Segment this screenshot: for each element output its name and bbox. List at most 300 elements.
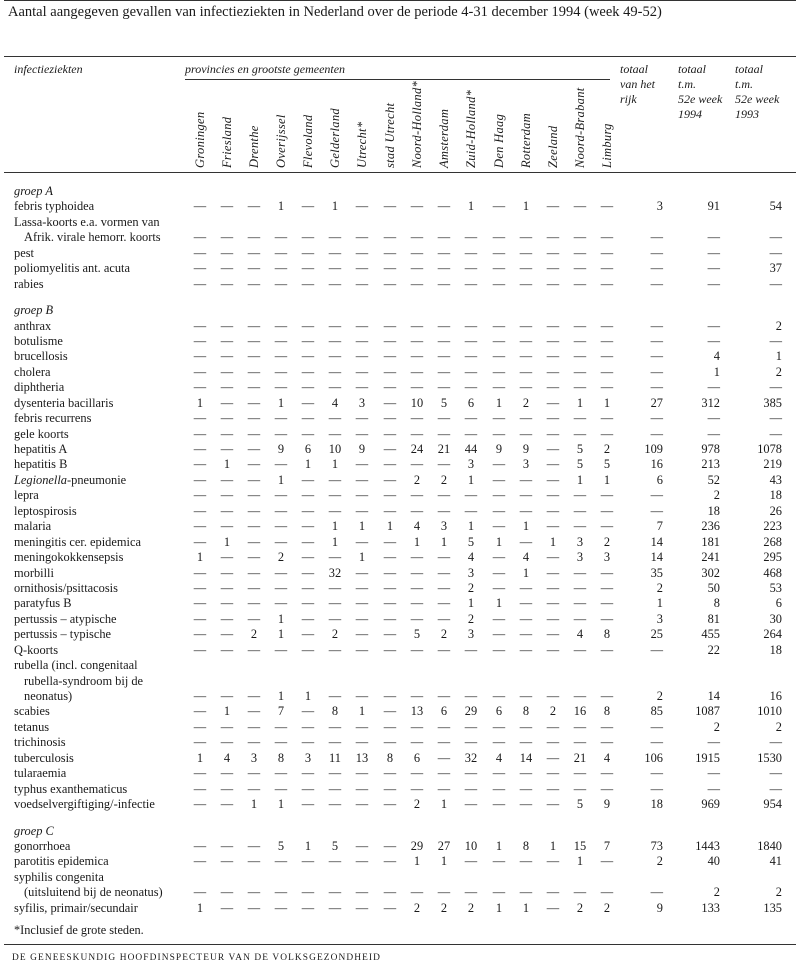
total-1994-cell: 1087 [695, 704, 720, 719]
total-country-cell: 1 [656, 596, 663, 611]
region-value-cell: 1 [522, 519, 530, 534]
total-country-cell: 3 [656, 611, 663, 626]
region-value-cell: — [519, 766, 533, 781]
region-header: Den Haag [492, 113, 506, 168]
region-value-cell: 1 [495, 838, 503, 853]
region-value-cell: — [492, 199, 506, 214]
region-value-cell: — [410, 349, 424, 364]
disease-label: typhus exanthematicus [14, 781, 128, 796]
region-value-cell: — [247, 838, 261, 853]
region-value-cell: — [220, 550, 234, 565]
region-value-cell: — [492, 627, 506, 642]
total-country-cell: 2 [656, 689, 663, 703]
region-value-cell: — [193, 276, 207, 291]
total-country-cell: — [650, 245, 663, 260]
region-value-cell: — [573, 611, 587, 626]
region-value-cell: — [600, 766, 614, 781]
total-1993-cell: 223 [763, 519, 782, 534]
total-country-cell: — [650, 318, 663, 333]
region-value-cell: — [546, 503, 560, 518]
region-value-cell: — [193, 364, 207, 379]
region-value-cell: — [519, 580, 533, 595]
total-1994-cell: — [707, 766, 720, 781]
region-value-cell: — [519, 276, 533, 291]
region-value-cell: — [464, 797, 478, 812]
table-row [0, 643, 800, 658]
region-value-cell: — [355, 719, 369, 734]
region-value-cell: 7 [603, 838, 611, 853]
region-value-cell: — [247, 642, 261, 657]
disease-label: tetanus [14, 719, 50, 734]
region-value-cell: — [546, 735, 560, 750]
region-value-cell: 2 [413, 472, 421, 487]
region-value-cell: — [546, 642, 560, 657]
region-value-cell: — [546, 318, 560, 333]
region-value-cell: — [546, 488, 560, 503]
region-value-cell: — [247, 426, 261, 441]
region-value-cell: — [546, 349, 560, 364]
region-value-cell: — [328, 885, 342, 900]
total-1993-cell: 18 [769, 488, 782, 503]
total-1993-cell: 16 [769, 689, 782, 703]
total-1993-cell: 1840 [757, 838, 782, 853]
region-value-cell: — [573, 349, 587, 364]
table-row [0, 261, 800, 276]
total-1994-cell: — [707, 245, 720, 260]
region-value-cell: 1 [386, 519, 394, 534]
region-header: Flevoland [301, 114, 315, 168]
total-1994-cell: — [707, 426, 720, 441]
disease-label: rubella-syndroom bij de [24, 673, 144, 688]
region-value-cell: 4 [603, 750, 611, 765]
region-header: Limburg [600, 123, 614, 168]
region-value-cell: — [519, 534, 533, 549]
region-value-cell: — [383, 719, 397, 734]
total-header-line: totaal [678, 62, 707, 76]
region-value-cell: 3 [440, 519, 448, 534]
total-country-cell: 16 [650, 457, 663, 472]
total-header-line: t.m. [678, 77, 696, 91]
region-value-cell: 1 [495, 534, 503, 549]
region-value-cell: — [492, 411, 506, 426]
table-row [0, 411, 800, 426]
region-value-cell: 11 [329, 750, 341, 765]
total-country-cell: — [650, 426, 663, 441]
region-value-cell: — [274, 885, 288, 900]
region-value-cell: — [274, 333, 288, 348]
region-value-cell: 3 [250, 750, 258, 765]
region-value-cell: 3 [358, 395, 366, 410]
region-value-cell: — [301, 580, 315, 595]
region-value-cell: — [355, 735, 369, 750]
total-1993-cell: 1078 [757, 442, 782, 456]
region-value-cell: — [220, 781, 234, 796]
region-value-cell: — [193, 627, 207, 642]
total-1994-cell: 1915 [695, 750, 720, 765]
table-row-label-continuation [0, 658, 800, 673]
region-value-cell: 2 [440, 627, 448, 642]
region-value-cell: — [355, 426, 369, 441]
region-value-cell: — [193, 885, 207, 900]
region-value-cell: — [247, 766, 261, 781]
region-value-cell: 2 [440, 900, 448, 915]
region-value-cell: — [383, 245, 397, 260]
total-1994-cell: 1443 [695, 838, 720, 853]
region-value-cell: — [492, 333, 506, 348]
region-value-cell: — [355, 333, 369, 348]
region-value-cell: — [464, 318, 478, 333]
region-value-cell: 1 [576, 854, 584, 869]
total-1994-cell: 91 [707, 199, 720, 214]
region-header: Gelderland [328, 108, 342, 168]
region-value-cell: 1 [467, 199, 475, 214]
region-value-cell: — [247, 364, 261, 379]
region-value-cell: — [519, 611, 533, 626]
region-value-cell: — [600, 276, 614, 291]
region-value-cell: — [301, 519, 315, 534]
region-value-cell: — [247, 349, 261, 364]
region-value-cell: — [220, 766, 234, 781]
region-value-cell: 7 [277, 704, 285, 719]
region-value-cell: — [437, 689, 451, 703]
table-row [0, 596, 800, 611]
region-value-cell: — [600, 781, 614, 796]
region-value-cell: — [247, 333, 261, 348]
region-value-cell: — [247, 900, 261, 915]
region-value-cell: — [437, 580, 451, 595]
region-value-cell: — [355, 364, 369, 379]
region-value-cell: — [573, 689, 587, 703]
disease-label: scabies [14, 704, 50, 719]
region-value-cell: — [437, 781, 451, 796]
region-value-cell: — [301, 488, 315, 503]
total-header-line: t.m. [735, 77, 753, 91]
region-value-cell: — [247, 380, 261, 395]
region-value-cell: — [600, 261, 614, 276]
region-value-cell: — [464, 689, 478, 703]
region-value-cell: — [573, 719, 587, 734]
region-header: Amsterdam [437, 108, 451, 168]
region-value-cell: 1 [304, 689, 312, 703]
region-value-cell: 3 [467, 565, 475, 580]
disease-label: hepatitis B [14, 457, 68, 472]
total-country-cell: 9 [656, 900, 663, 915]
region-value-cell: — [220, 885, 234, 900]
region-value-cell: — [437, 364, 451, 379]
region-value-cell: — [410, 781, 424, 796]
region-value-cell: 1 [331, 457, 339, 472]
total-country-cell: — [650, 230, 663, 245]
total-1994-cell: 50 [707, 580, 720, 595]
region-value-cell: — [519, 735, 533, 750]
header-top-rule [4, 56, 796, 57]
total-1994-cell: — [707, 411, 720, 426]
region-value-cell: — [220, 472, 234, 487]
region-value-cell: — [519, 627, 533, 642]
region-value-cell: — [193, 245, 207, 260]
region-value-cell: 1 [603, 472, 611, 487]
region-value-cell: — [492, 565, 506, 580]
table-row-label-continuation [0, 215, 800, 230]
region-value-cell: — [492, 457, 506, 472]
region-value-cell: — [274, 426, 288, 441]
region-value-cell: — [383, 854, 397, 869]
region-value-cell: — [437, 642, 451, 657]
total-country-cell: — [650, 766, 663, 781]
region-value-cell: 1 [549, 838, 557, 853]
region-value-cell: — [410, 488, 424, 503]
region-value-cell: — [464, 854, 478, 869]
region-value-cell: 1 [277, 689, 285, 703]
region-value-cell: 2 [549, 704, 557, 719]
region-value-cell: — [301, 735, 315, 750]
total-country-cell: — [650, 364, 663, 379]
region-value-cell: — [247, 199, 261, 214]
region-value-cell: — [383, 766, 397, 781]
region-value-cell: 2 [413, 797, 421, 812]
region-value-cell: — [600, 719, 614, 734]
region-value-cell: 44 [464, 442, 478, 456]
group-heading-row [0, 824, 800, 839]
region-value-cell: — [193, 838, 207, 853]
region-value-cell: — [355, 411, 369, 426]
region-value-cell: — [355, 565, 369, 580]
region-value-cell: — [519, 411, 533, 426]
region-value-cell: — [492, 380, 506, 395]
region-value-cell: — [193, 565, 207, 580]
table-row [0, 782, 800, 797]
region-value-cell: — [492, 503, 506, 518]
region-value-cell: — [546, 380, 560, 395]
region-value-cell: — [519, 854, 533, 869]
total-country-cell: 35 [650, 565, 663, 580]
region-value-cell: — [519, 230, 533, 245]
disease-label: (uitsluitend bij de neonatus) [24, 885, 163, 900]
total-country-cell: — [650, 380, 663, 395]
region-value-cell: — [355, 781, 369, 796]
region-value-cell: — [383, 411, 397, 426]
total-1994-cell: 52 [707, 472, 720, 487]
region-value-cell: 2 [603, 534, 611, 549]
disease-label: tularaemia [14, 766, 67, 781]
total-1993-cell: — [769, 735, 782, 750]
disease-label: rubella (incl. congenitaal [14, 658, 138, 673]
region-value-cell: — [220, 230, 234, 245]
region-value-cell: — [301, 276, 315, 291]
total-1994-cell: 40 [707, 854, 720, 869]
region-value-cell: — [600, 596, 614, 611]
disease-label: dysenteria bacillaris [14, 395, 114, 410]
region-value-cell: — [600, 199, 614, 214]
region-value-cell: 1 [576, 395, 584, 410]
table-row [0, 319, 800, 334]
total-1994-cell: — [707, 333, 720, 348]
region-value-cell: — [600, 488, 614, 503]
region-value-cell: — [193, 457, 207, 472]
total-country-cell: — [650, 781, 663, 796]
region-value-cell: — [519, 503, 533, 518]
region-value-cell: 1 [223, 457, 231, 472]
region-value-cell: — [328, 364, 342, 379]
region-value-cell: — [274, 364, 288, 379]
region-value-cell: — [437, 199, 451, 214]
region-value-cell: — [193, 380, 207, 395]
region-value-cell: — [519, 349, 533, 364]
total-1994-cell: 312 [701, 395, 720, 410]
region-value-cell: — [301, 261, 315, 276]
header-bottom-rule [4, 172, 796, 173]
disease-label: anthrax [14, 318, 52, 333]
disease-label: botulisme [14, 333, 63, 348]
total-header-line: totaal [620, 62, 649, 76]
region-value-cell: — [328, 550, 342, 565]
region-value-cell: — [301, 245, 315, 260]
region-value-cell: — [437, 333, 451, 348]
region-header: Drenthe [247, 125, 261, 168]
region-value-cell: 1 [196, 395, 204, 410]
region-value-cell: — [464, 349, 478, 364]
total-1994-cell: — [707, 261, 720, 276]
region-header: Utrecht* [355, 121, 369, 168]
region-value-cell: — [546, 519, 560, 534]
region-value-cell: — [573, 333, 587, 348]
region-value-cell: — [274, 735, 288, 750]
region-value-cell: — [355, 534, 369, 549]
region-value-cell: 5 [576, 457, 584, 472]
total-country-cell: 85 [650, 704, 663, 719]
region-value-cell: — [600, 885, 614, 900]
table-row [0, 334, 800, 349]
table-row [0, 488, 800, 503]
region-value-cell: — [519, 333, 533, 348]
region-value-cell: — [328, 503, 342, 518]
region-value-cell: — [492, 426, 506, 441]
region-value-cell: — [410, 261, 424, 276]
table-row [0, 627, 800, 642]
region-value-cell: — [573, 276, 587, 291]
total-1993-cell: — [769, 766, 782, 781]
table-row [0, 854, 800, 869]
region-value-cell: — [600, 735, 614, 750]
region-value-cell: — [383, 900, 397, 915]
region-value-cell: — [600, 642, 614, 657]
region-value-cell: — [492, 472, 506, 487]
region-value-cell: 4 [223, 750, 231, 765]
top-rule [4, 0, 796, 1]
region-value-cell: — [301, 596, 315, 611]
region-value-cell: 24 [410, 442, 424, 456]
region-value-cell: — [383, 364, 397, 379]
region-value-cell: — [546, 611, 560, 626]
region-value-cell: — [220, 611, 234, 626]
disease-label: trichinosis [14, 735, 66, 750]
disease-label [14, 473, 126, 488]
region-value-cell: 29 [410, 838, 424, 853]
disease-label: rabies [14, 276, 44, 291]
region-value-cell: — [464, 719, 478, 734]
total-1994-cell: 8 [713, 596, 720, 611]
region-value-cell: — [492, 611, 506, 626]
region-value-cell: — [355, 611, 369, 626]
region-value-cell: — [383, 261, 397, 276]
region-value-cell: 1 [495, 395, 503, 410]
region-value-cell: — [492, 854, 506, 869]
total-country-cell: 2 [656, 580, 663, 595]
region-value-cell: 5 [277, 838, 285, 853]
region-value-cell: — [328, 230, 342, 245]
region-value-cell: — [410, 689, 424, 703]
region-value-cell: 8 [386, 750, 394, 765]
disease-label: Afrik. virale hemorr. koorts [24, 230, 161, 245]
region-value-cell: — [573, 245, 587, 260]
region-value-cell: — [383, 318, 397, 333]
region-value-cell: 1 [549, 534, 557, 549]
region-value-cell: — [492, 797, 506, 812]
region-value-cell: — [355, 261, 369, 276]
region-value-cell: — [437, 719, 451, 734]
region-value-cell: 2 [603, 442, 611, 456]
region-value-cell: — [492, 689, 506, 703]
table-row [0, 550, 800, 565]
region-value-cell: 2 [467, 900, 475, 915]
region-value-cell: — [274, 719, 288, 734]
table-row [0, 689, 800, 704]
region-header: stad Utrecht [383, 102, 397, 168]
region-value-cell: — [193, 766, 207, 781]
region-value-cell: — [410, 199, 424, 214]
region-value-cell: — [247, 261, 261, 276]
region-value-cell: — [355, 838, 369, 853]
region-value-cell: 16 [573, 704, 587, 719]
region-value-cell: — [301, 781, 315, 796]
region-value-cell: — [247, 704, 261, 719]
region-value-cell: — [301, 900, 315, 915]
group-spacer [0, 813, 800, 824]
region-value-cell: — [274, 503, 288, 518]
region-value-cell: — [600, 364, 614, 379]
total-1993-cell: — [769, 333, 782, 348]
region-value-cell: — [328, 766, 342, 781]
disease-label: gonorrhoea [14, 838, 71, 853]
region-value-cell: — [383, 885, 397, 900]
region-value-cell: 1 [358, 550, 366, 565]
region-value-cell: — [546, 750, 560, 765]
region-value-cell: — [383, 642, 397, 657]
total-1994-cell: 14 [707, 689, 720, 703]
region-value-cell: 1 [277, 611, 285, 626]
disease-label: febris recurrens [14, 411, 92, 426]
total-1993-cell: — [769, 411, 782, 426]
region-value-cell: 8 [603, 627, 611, 642]
region-value-cell: — [355, 245, 369, 260]
region-value-cell: 1 [331, 199, 339, 214]
region-value-cell: — [519, 885, 533, 900]
region-value-cell: — [519, 488, 533, 503]
disease-label: parotitis epidemica [14, 854, 109, 869]
total-1994-cell: — [707, 276, 720, 291]
region-value-cell: 9 [495, 442, 503, 456]
region-value-cell: — [437, 596, 451, 611]
region-value-cell: — [247, 611, 261, 626]
region-value-cell: — [328, 900, 342, 915]
region-value-cell: — [437, 611, 451, 626]
region-value-cell: — [600, 245, 614, 260]
region-value-cell: 1 [331, 534, 339, 549]
region-value-cell: — [437, 318, 451, 333]
total-1994-cell: 969 [701, 797, 720, 812]
region-value-cell: — [464, 885, 478, 900]
total-1994-cell: — [707, 380, 720, 395]
